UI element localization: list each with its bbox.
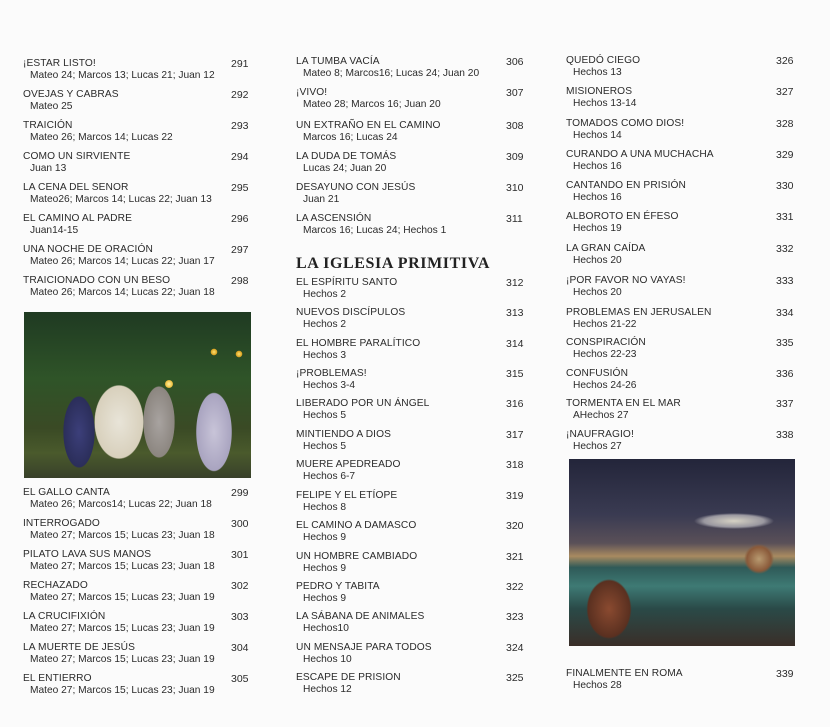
entry-references: Mateo 27; Marcos 15; Lucas 23; Juan 19 bbox=[30, 592, 215, 603]
entry-page-number: 292 bbox=[231, 89, 249, 101]
toc-entry bbox=[23, 549, 248, 573]
entry-page-number: 333 bbox=[776, 275, 794, 287]
toc-entry bbox=[296, 56, 524, 80]
entry-page-number: 295 bbox=[231, 182, 249, 194]
entry-references: Hechos 21-22 bbox=[573, 319, 637, 330]
entry-page-number: 307 bbox=[506, 87, 524, 99]
entry-title: EL HOMBRE PARALÍTICO bbox=[296, 338, 421, 349]
entry-page-number: 301 bbox=[231, 549, 249, 561]
toc-entry bbox=[566, 307, 796, 331]
entry-references: Mateo 27; Marcos 15; Lucas 23; Juan 19 bbox=[30, 654, 215, 665]
entry-title: EL ENTIERRO bbox=[23, 673, 92, 684]
entry-title: INTERROGADO bbox=[23, 518, 100, 529]
toc-entry bbox=[296, 672, 524, 696]
entry-title: FELIPE Y EL ETÍOPE bbox=[296, 490, 398, 501]
entry-references: Hechos 3-4 bbox=[303, 380, 356, 391]
entry-title: OVEJAS Y CABRAS bbox=[23, 89, 119, 100]
entry-references: Hechos 19 bbox=[573, 223, 622, 234]
entry-references: Mateo 26; Marcos 14; Lucas 22 bbox=[30, 132, 173, 143]
entry-title: UNA NOCHE DE ORACIÓN bbox=[23, 244, 153, 255]
entry-references: Hechos 5 bbox=[303, 410, 347, 421]
entry-references: Hechos 8 bbox=[303, 502, 347, 513]
entry-title: PILATO LAVA SUS MANOS bbox=[23, 549, 152, 560]
entry-title: LA GRAN CAÍDA bbox=[566, 243, 646, 254]
entry-page-number: 302 bbox=[231, 580, 249, 592]
entry-title: LA TUMBA VACÍA bbox=[296, 56, 380, 67]
entry-references: Mateo 25 bbox=[30, 101, 73, 112]
toc-entry bbox=[23, 580, 248, 604]
shipwreck-illustration bbox=[569, 459, 795, 646]
entry-references: Hechos 9 bbox=[303, 532, 347, 543]
entry-references: Hechos 5 bbox=[303, 441, 347, 452]
toc-entry bbox=[23, 487, 248, 511]
toc-entry bbox=[296, 182, 524, 206]
entry-title: TRAICIÓN bbox=[23, 120, 73, 131]
toc-entry bbox=[566, 337, 796, 361]
entry-page-number: 299 bbox=[231, 487, 249, 499]
entry-title: LA SÁBANA DE ANIMALES bbox=[296, 611, 425, 622]
entry-references: Hechos 27 bbox=[573, 441, 622, 452]
toc-entry bbox=[566, 86, 796, 110]
entry-page-number: 298 bbox=[231, 275, 249, 287]
entry-title: UN HOMBRE CAMBIADO bbox=[296, 551, 418, 562]
entry-title: CANTANDO EN PRISIÓN bbox=[566, 180, 687, 191]
toc-entry bbox=[566, 275, 796, 299]
entry-page-number: 319 bbox=[506, 490, 524, 502]
toc-entry bbox=[23, 213, 248, 237]
toc-entry bbox=[23, 673, 248, 697]
entry-references: Mateo 28; Marcos 16; Juan 20 bbox=[303, 99, 441, 110]
toc-entry bbox=[296, 213, 521, 237]
toc-entry bbox=[296, 551, 524, 575]
entry-title: LIBERADO POR UN ÁNGEL bbox=[296, 398, 430, 409]
toc-entry bbox=[296, 520, 524, 544]
toc-entry bbox=[566, 55, 796, 79]
entry-page-number: 330 bbox=[776, 180, 794, 192]
entry-title: CONSPIRACIÓN bbox=[566, 337, 646, 348]
toc-entry bbox=[23, 275, 248, 299]
toc-entry bbox=[296, 611, 524, 635]
entry-title: QUEDÓ CIEGO bbox=[566, 55, 641, 66]
entry-page-number: 335 bbox=[776, 337, 794, 349]
entry-references: Mateo 27; Marcos 15; Lucas 23; Juan 19 bbox=[30, 685, 215, 696]
entry-page-number: 336 bbox=[776, 368, 794, 380]
toc-entry bbox=[23, 120, 248, 144]
entry-references: Hechos 24-26 bbox=[573, 380, 637, 391]
entry-references: Hechos 9 bbox=[303, 593, 347, 604]
entry-references: Juan14-15 bbox=[30, 225, 79, 236]
entry-references: Hechos 22-23 bbox=[573, 349, 637, 360]
entry-page-number: 305 bbox=[231, 673, 249, 685]
toc-entry bbox=[296, 368, 524, 392]
entry-references: Hechos 13-14 bbox=[573, 98, 637, 109]
entry-title: LA ASCENSIÓN bbox=[296, 213, 372, 224]
entry-title: ¡POR FAVOR NO VAYAS! bbox=[566, 275, 686, 286]
entry-references: Juan 21 bbox=[303, 194, 340, 205]
toc-entry bbox=[23, 89, 248, 113]
entry-references: Hechos 9 bbox=[303, 563, 347, 574]
entry-title: LA CENA DEL SENOR bbox=[23, 182, 129, 193]
entry-page-number: 324 bbox=[506, 642, 524, 654]
toc-entry bbox=[23, 58, 248, 82]
entry-references: Hechos 12 bbox=[303, 684, 352, 695]
entry-references: Hechos 20 bbox=[573, 255, 622, 266]
entry-page-number: 320 bbox=[506, 520, 524, 532]
toc-entry bbox=[296, 429, 524, 453]
entry-title: COMO UN SIRVIENTE bbox=[23, 151, 131, 162]
entry-page-number: 321 bbox=[506, 551, 524, 563]
entry-page-number: 334 bbox=[776, 307, 794, 319]
entry-page-number: 306 bbox=[506, 56, 524, 68]
entry-references: Hechos 2 bbox=[303, 319, 347, 330]
section-heading: LA IGLESIA PRIMITIVA bbox=[296, 255, 490, 272]
entry-title: ¡ESTAR LISTO! bbox=[23, 58, 96, 69]
toc-entry bbox=[566, 429, 796, 453]
entry-title: UN MENSAJE PARA TODOS bbox=[296, 642, 432, 653]
entry-title: EL CAMINO A DAMASCO bbox=[296, 520, 417, 531]
toc-entry bbox=[296, 338, 524, 362]
entry-references: Mateo 27; Marcos 15; Lucas 23; Juan 18 bbox=[30, 561, 215, 572]
entry-page-number: 331 bbox=[776, 211, 794, 223]
entry-page-number: 315 bbox=[506, 368, 524, 380]
entry-page-number: 314 bbox=[506, 338, 524, 350]
entry-references: Lucas 24; Juan 20 bbox=[303, 163, 387, 174]
toc-entry bbox=[23, 611, 248, 635]
toc-entry bbox=[566, 398, 796, 422]
entry-title: TOMADOS COMO DIOS! bbox=[566, 118, 685, 129]
toc-entry bbox=[23, 182, 248, 206]
toc-entry bbox=[566, 180, 796, 204]
entry-references: Mateo 27; Marcos 15; Lucas 23; Juan 19 bbox=[30, 623, 215, 634]
toc-entry bbox=[296, 581, 524, 605]
toc-entry bbox=[23, 642, 248, 666]
entry-page-number: 337 bbox=[776, 398, 794, 410]
entry-page-number: 297 bbox=[231, 244, 249, 256]
entry-references: AHechos 27 bbox=[573, 410, 629, 421]
entry-references: Hechos 3 bbox=[303, 350, 347, 361]
entry-references: Hechos 16 bbox=[573, 161, 622, 172]
entry-references: Mateo 27; Marcos 15; Lucas 23; Juan 18 bbox=[30, 530, 215, 541]
toc-entry bbox=[566, 211, 796, 235]
entry-page-number: 338 bbox=[776, 429, 794, 441]
entry-title: ¡PROBLEMAS! bbox=[296, 368, 367, 379]
entry-page-number: 322 bbox=[506, 581, 524, 593]
toc-entry bbox=[296, 277, 524, 301]
toc-entry bbox=[566, 118, 796, 142]
entry-title: ESCAPE DE PRISION bbox=[296, 672, 401, 683]
entry-title: CONFUSIÓN bbox=[566, 368, 629, 379]
toc-entry bbox=[296, 398, 524, 422]
betrayal-illustration bbox=[24, 312, 251, 478]
entry-title: ¡NAUFRAGIO! bbox=[566, 429, 634, 440]
entry-page-number: 316 bbox=[506, 398, 524, 410]
entry-page-number: 325 bbox=[506, 672, 524, 684]
entry-references: Hechos 2 bbox=[303, 289, 347, 300]
entry-page-number: 308 bbox=[506, 120, 524, 132]
entry-page-number: 339 bbox=[776, 668, 794, 680]
entry-references: Mateo 26; Marcos 14; Lucas 22; Juan 17 bbox=[30, 256, 215, 267]
toc-entry bbox=[296, 307, 524, 331]
entry-title: CURANDO A UNA MUCHACHA bbox=[566, 149, 714, 160]
toc-entry bbox=[296, 459, 524, 483]
entry-title: UN EXTRAÑO EN EL CAMINO bbox=[296, 120, 441, 131]
entry-title: NUEVOS DISCÍPULOS bbox=[296, 307, 406, 318]
toc-entry bbox=[566, 243, 796, 267]
entry-title: PROBLEMAS EN JERUSALEN bbox=[566, 307, 712, 318]
entry-page-number: 312 bbox=[506, 277, 524, 289]
entry-title: EL CAMINO AL PADRE bbox=[23, 213, 132, 224]
entry-references: Mateo 26; Marcos14; Lucas 22; Juan 18 bbox=[30, 499, 212, 510]
entry-page-number: 300 bbox=[231, 518, 249, 530]
toc-entry bbox=[296, 642, 524, 666]
entry-references: Mateo 26; Marcos 14; Lucas 22; Juan 18 bbox=[30, 287, 215, 298]
entry-title: PEDRO Y TABITA bbox=[296, 581, 380, 592]
entry-title: RECHAZADO bbox=[23, 580, 88, 591]
entry-page-number: 310 bbox=[506, 182, 524, 194]
entry-references: Hechos 20 bbox=[573, 287, 622, 298]
entry-page-number: 327 bbox=[776, 86, 794, 98]
entry-title: MUERE APEDREADO bbox=[296, 459, 401, 470]
entry-references: Mateo26; Marcos 14; Lucas 22; Juan 13 bbox=[30, 194, 212, 205]
entry-page-number: 329 bbox=[776, 149, 794, 161]
entry-page-number: 294 bbox=[231, 151, 249, 163]
entry-title: TORMENTA EN EL MAR bbox=[566, 398, 681, 409]
toc-entry bbox=[23, 244, 248, 268]
entry-title: LA MUERTE DE JESÚS bbox=[23, 642, 136, 653]
toc-entry bbox=[23, 151, 248, 175]
entry-page-number: 293 bbox=[231, 120, 249, 132]
entry-page-number: 313 bbox=[506, 307, 524, 319]
toc-entry bbox=[566, 149, 796, 173]
entry-page-number: 304 bbox=[231, 642, 249, 654]
entry-references: Hechos 16 bbox=[573, 192, 622, 203]
entry-references: Hechos 13 bbox=[573, 67, 622, 78]
entry-references: Hechos10 bbox=[303, 623, 349, 634]
toc-entry bbox=[296, 120, 524, 144]
entry-page-number: 317 bbox=[506, 429, 524, 441]
entry-references: Marcos 16; Lucas 24; Hechos 1 bbox=[303, 225, 447, 236]
toc-entry bbox=[296, 87, 524, 111]
toc-entry bbox=[23, 518, 248, 542]
entry-page-number: 309 bbox=[506, 151, 524, 163]
toc-entry bbox=[566, 368, 796, 392]
entry-references: Hechos 10 bbox=[303, 654, 352, 665]
entry-page-number: 318 bbox=[506, 459, 524, 471]
entry-references: Hechos 6-7 bbox=[303, 471, 356, 482]
entry-title: ¡VIVO! bbox=[296, 87, 328, 98]
entry-title: MINTIENDO A DIOS bbox=[296, 429, 391, 440]
entry-references: Mateo 24; Marcos 13; Lucas 21; Juan 12 bbox=[30, 70, 215, 81]
entry-title: EL ESPÍRITU SANTO bbox=[296, 277, 398, 288]
entry-title: LA DUDA DE TOMÁS bbox=[296, 151, 397, 162]
entry-title: DESAYUNO CON JESÚS bbox=[296, 182, 416, 193]
entry-title: LA CRUCIFIXIÓN bbox=[23, 611, 106, 622]
entry-title: MISIONEROS bbox=[566, 86, 633, 97]
entry-page-number: 303 bbox=[231, 611, 249, 623]
entry-page-number: 328 bbox=[776, 118, 794, 130]
entry-title: ALBOROTO EN ÉFESO bbox=[566, 211, 679, 222]
entry-title: TRAICIONADO CON UN BESO bbox=[23, 275, 171, 286]
entry-title: FINALMENTE EN ROMA bbox=[566, 668, 683, 679]
entry-references: Mateo 8; Marcos16; Lucas 24; Juan 20 bbox=[303, 68, 480, 79]
entry-page-number: 332 bbox=[776, 243, 794, 255]
toc-entry bbox=[296, 151, 524, 175]
entry-page-number: 311 bbox=[506, 213, 523, 225]
entry-references: Hechos 28 bbox=[573, 680, 622, 691]
entry-references: Hechos 14 bbox=[573, 130, 622, 141]
entry-page-number: 296 bbox=[231, 213, 249, 225]
entry-page-number: 323 bbox=[506, 611, 524, 623]
entry-page-number: 291 bbox=[231, 58, 249, 70]
toc-entry bbox=[296, 490, 524, 514]
toc-entry bbox=[566, 668, 796, 692]
entry-title: EL GALLO CANTA bbox=[23, 487, 110, 498]
entry-references: Marcos 16; Lucas 24 bbox=[303, 132, 398, 143]
entry-references: Juan 13 bbox=[30, 163, 67, 174]
entry-page-number: 326 bbox=[776, 55, 794, 67]
